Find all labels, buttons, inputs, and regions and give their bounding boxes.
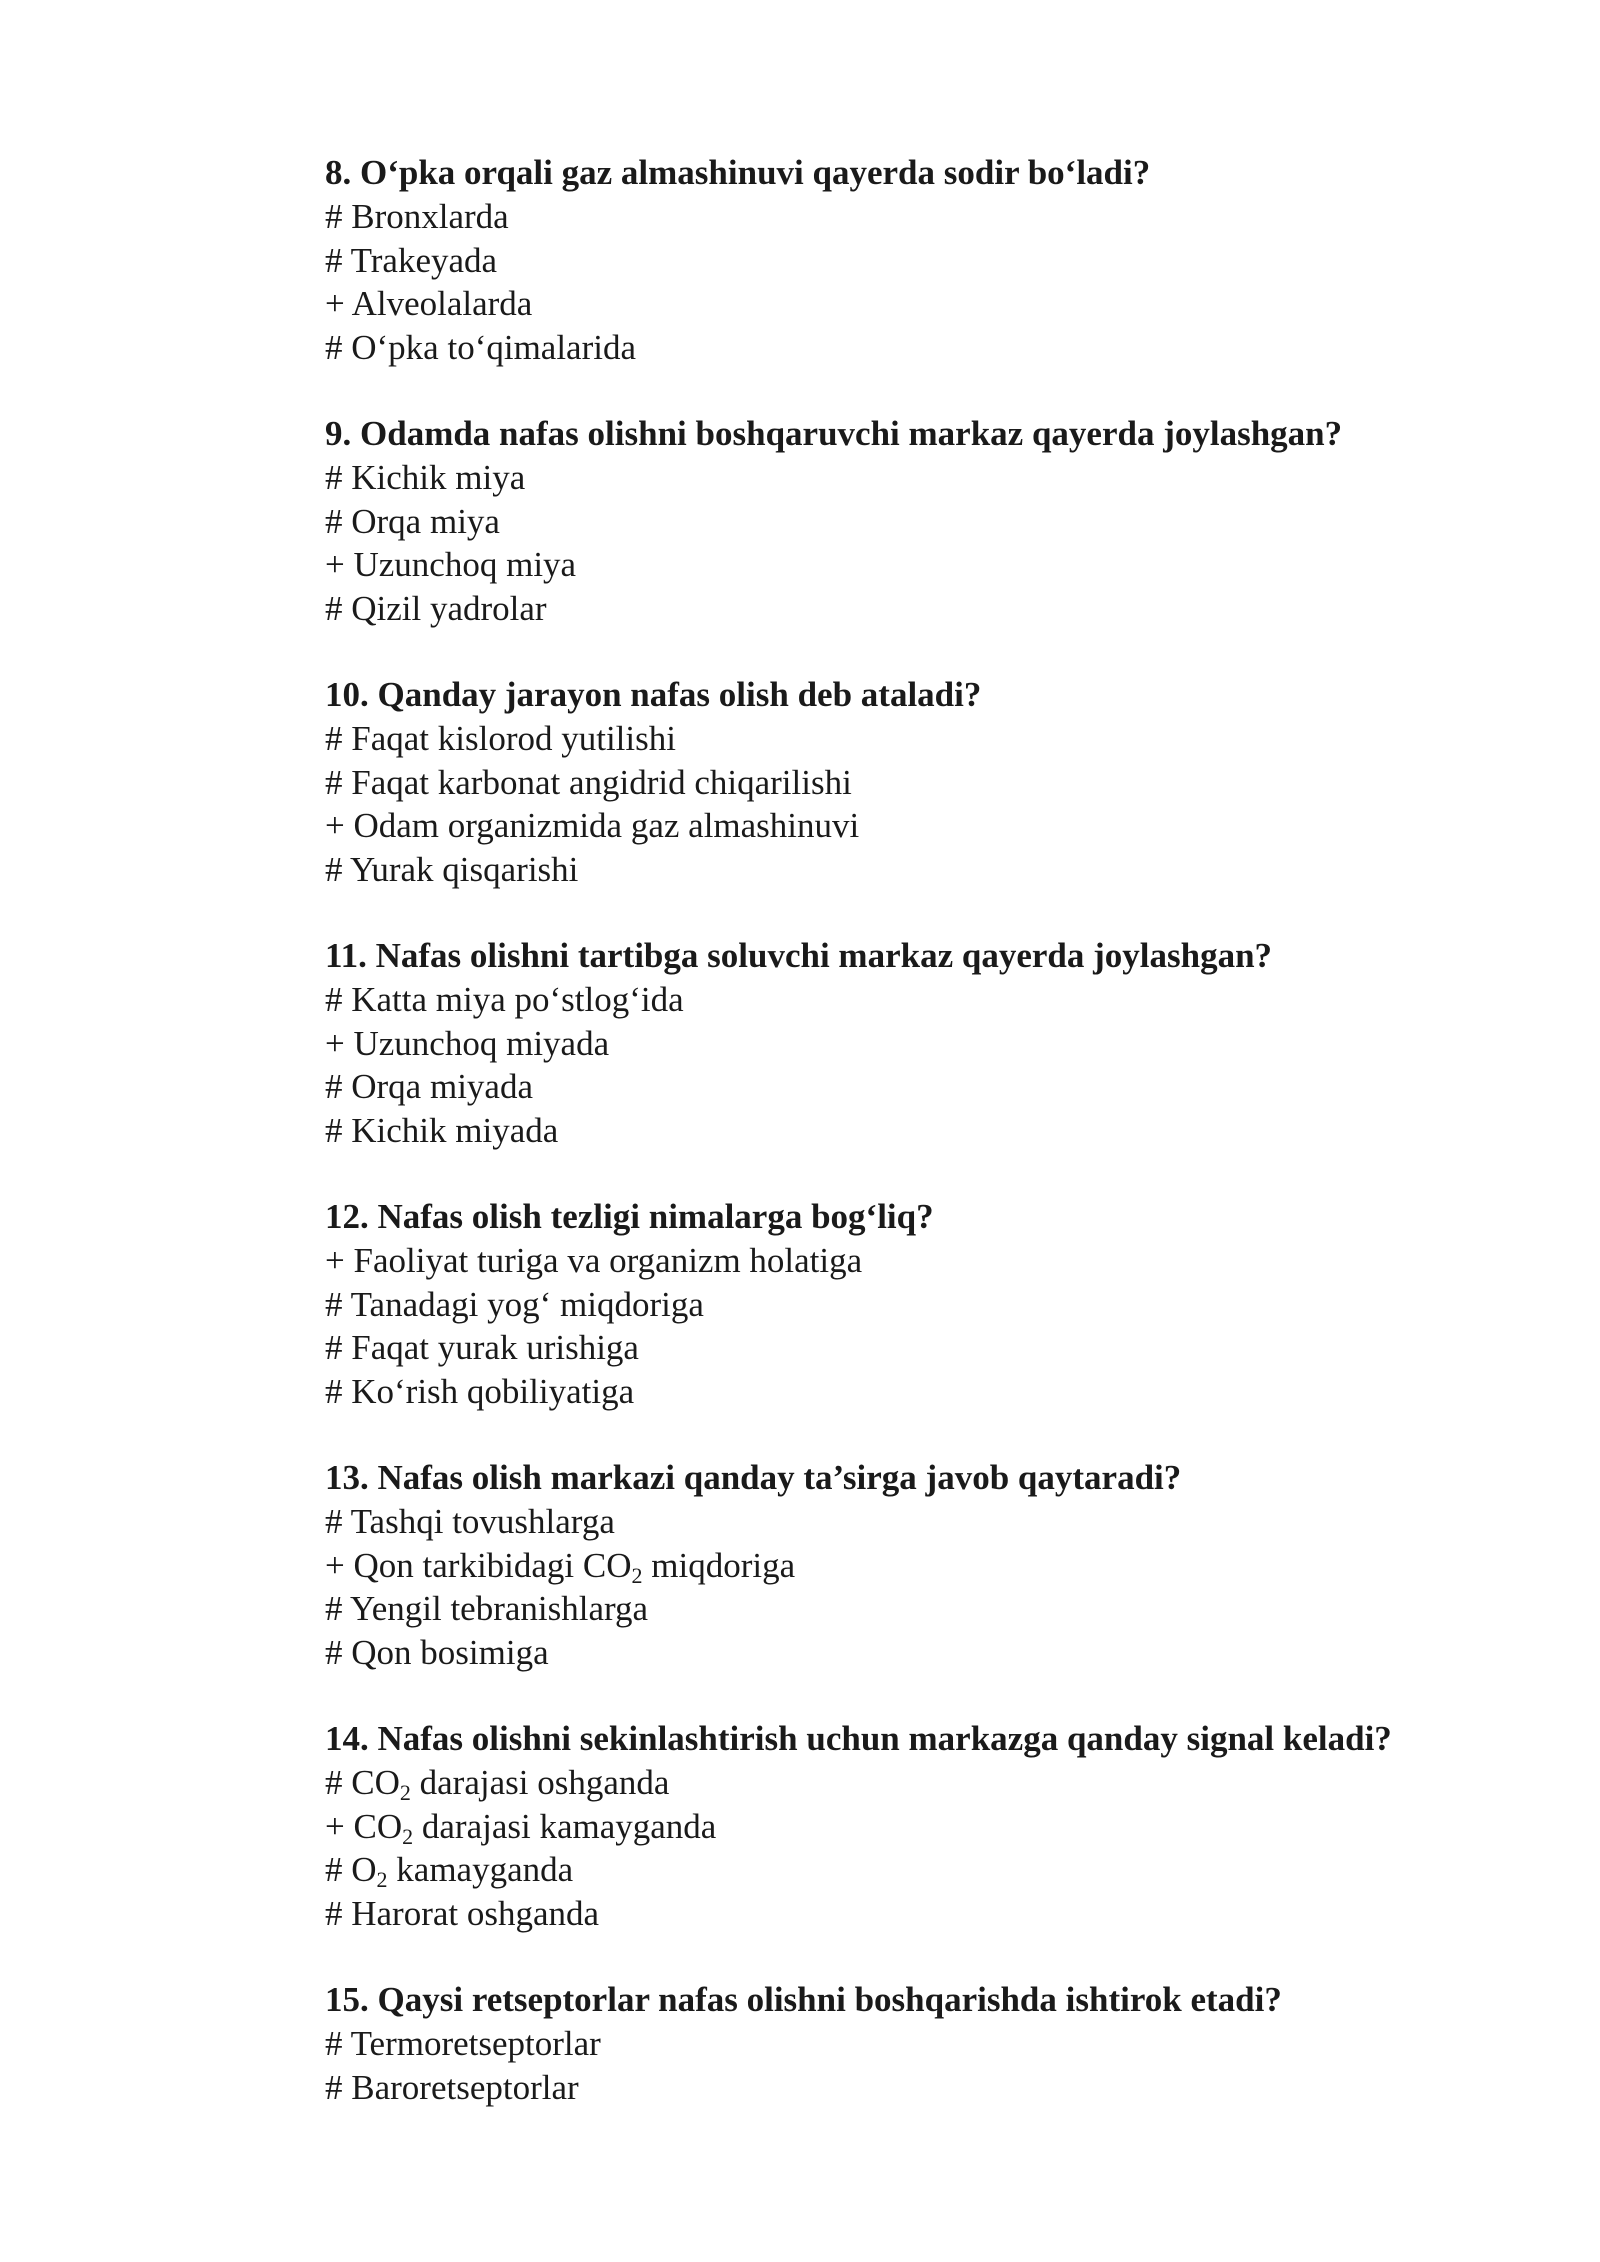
answer-option <box>325 1500 1525 1544</box>
answer-marker: + <box>325 1545 345 1585</box>
answer-option <box>325 2066 1525 2110</box>
answer-option-correct <box>325 1022 1525 1066</box>
answer-text: Orqa miya <box>351 501 500 541</box>
question-number: 14. <box>325 1719 369 1758</box>
answer-text: O‘pka to‘qimalarida <box>351 327 637 367</box>
question-number: 8. <box>325 153 352 192</box>
answer-marker: # <box>325 458 343 497</box>
answer-marker: # <box>325 1284 343 1324</box>
question-block <box>325 1195 1525 1413</box>
answer-marker: # <box>325 1502 343 1541</box>
answer-text: CO <box>351 1763 400 1802</box>
answer-text: Kichik miya <box>351 458 526 497</box>
question-number: 12. <box>325 1197 369 1236</box>
subscript-text: 2 <box>376 1867 388 1892</box>
answer-option <box>325 326 1525 370</box>
subscript-text: 2 <box>399 1780 411 1805</box>
answer-option <box>325 500 1525 544</box>
answer-text: CO <box>353 1806 403 1846</box>
question-block <box>325 673 1525 891</box>
answer-marker: + <box>325 1241 345 1280</box>
answer-option <box>325 1631 1525 1675</box>
answer-marker: # <box>325 1850 343 1889</box>
answer-option <box>325 1892 1525 1936</box>
answer-text: Katta miya po‘stlog‘ida <box>351 980 684 1019</box>
answer-text: Faoliyat turiga va organizm holatiga <box>353 1241 863 1280</box>
answer-marker: # <box>325 1589 343 1628</box>
answer-option-correct <box>325 1544 1525 1588</box>
subscript-text: 2 <box>631 1562 643 1588</box>
question-number: 11. <box>325 936 367 975</box>
answer-text: Kichik miyada <box>351 1110 559 1150</box>
answer-marker: # <box>325 1763 343 1802</box>
answer-text: Yengil tebranishlarga <box>349 1589 649 1628</box>
question-block <box>325 1717 1525 1935</box>
question-heading <box>325 1717 1525 1761</box>
answer-text: Faqat kislorod yutilishi <box>351 719 676 758</box>
question-heading <box>325 412 1525 456</box>
answer-marker: # <box>325 588 343 628</box>
answer-text: Uzunchoq miya <box>353 545 577 584</box>
answer-option-correct <box>325 1805 1525 1849</box>
answer-option <box>325 717 1525 761</box>
answer-marker: # <box>325 980 343 1019</box>
question-text: Nafas olish markazi qanday ta’sirga javob qaytaradi? <box>377 1458 1182 1497</box>
answer-marker: + <box>325 806 345 845</box>
answer-marker: # <box>325 2024 343 2063</box>
question-block <box>325 934 1525 1152</box>
question-number: 10. <box>325 675 369 714</box>
answer-marker: # <box>325 719 343 758</box>
answer-option <box>325 1848 1525 1892</box>
answer-marker: # <box>325 1632 343 1672</box>
answer-text: Qon tarkibidagi CO <box>353 1545 632 1585</box>
answer-marker: + <box>325 1806 345 1846</box>
answer-option <box>325 1109 1525 1153</box>
question-heading <box>325 1978 1525 2022</box>
answer-text: miqdoriga <box>642 1545 796 1585</box>
question-text: Nafas olish tezligi nimalarga bog‘liq? <box>377 1197 934 1236</box>
question-number: 13. <box>325 1458 369 1497</box>
answer-option <box>325 587 1525 631</box>
question-block <box>325 151 1525 369</box>
question-text: Nafas olishni sekinlashtirish uchun markazga qanday signal keladi? <box>377 1719 1392 1758</box>
question-block <box>325 412 1525 630</box>
answer-option <box>325 1326 1525 1370</box>
answer-text: Uzunchoq miyada <box>353 1023 610 1063</box>
answer-text: Bronxlarda <box>351 197 509 236</box>
question-heading <box>325 934 1525 978</box>
answer-marker: # <box>325 327 343 367</box>
question-heading <box>325 151 1525 195</box>
question-text: Qaysi retseptorlar nafas olishni boshqarishda ishtirok etadi? <box>377 1980 1282 2019</box>
answer-option <box>325 1370 1525 1414</box>
subscript-text: 2 <box>402 1823 414 1849</box>
answer-text: darajasi kamayganda <box>413 1806 717 1846</box>
answer-text: Tanadagi yog‘ miqdoriga <box>350 1284 704 1324</box>
answer-text: darajasi oshganda <box>410 1763 670 1802</box>
question-text: Nafas olishni tartibga soluvchi markaz qayerda joylashgan? <box>375 936 1273 975</box>
answer-option <box>325 239 1525 283</box>
answer-marker: # <box>325 1893 343 1933</box>
answer-text: kamayganda <box>387 1850 574 1889</box>
answer-text: Odam organizmida gaz almashinuvi <box>353 806 860 845</box>
document-page <box>325 151 1525 2152</box>
answer-text: Faqat yurak urishiga <box>351 1328 639 1367</box>
answer-marker: # <box>325 1371 343 1411</box>
answer-option-correct <box>325 804 1525 848</box>
answer-marker: # <box>325 197 343 236</box>
question-heading <box>325 1456 1525 1500</box>
answer-text: Trakeyada <box>350 240 498 280</box>
question-number: 15. <box>325 1980 369 2019</box>
answer-option <box>325 2022 1525 2066</box>
answer-text: Qon bosimiga <box>351 1632 549 1672</box>
answer-text: Ko‘rish qobiliyatiga <box>351 1371 635 1411</box>
answer-marker: # <box>325 1110 343 1150</box>
question-block <box>325 1456 1525 1674</box>
answer-text: Harorat oshganda <box>351 1893 600 1933</box>
answer-marker: + <box>325 1023 345 1063</box>
answer-text: O <box>351 1850 377 1889</box>
answer-text: Yurak qisqarishi <box>349 849 579 889</box>
answer-option <box>325 978 1525 1022</box>
answer-marker: # <box>325 1067 343 1106</box>
answer-marker: # <box>325 501 343 541</box>
answer-marker: + <box>325 545 345 584</box>
answer-option-correct <box>325 543 1525 587</box>
answer-marker: # <box>325 1328 343 1367</box>
answer-text: Termoretseptorlar <box>350 2024 601 2063</box>
question-block <box>325 1978 1525 2109</box>
answer-marker: # <box>325 240 343 280</box>
answer-option <box>325 1587 1525 1631</box>
answer-text: Orqa miyada <box>351 1067 533 1106</box>
question-heading <box>325 673 1525 717</box>
answer-marker: + <box>325 284 345 323</box>
answer-text: Baroretseptorlar <box>351 2067 579 2107</box>
answer-option <box>325 456 1525 500</box>
question-number: 9. <box>325 414 352 453</box>
answer-marker: # <box>325 2067 343 2107</box>
question-text: Odamda nafas olishni boshqaruvchi markaz qayerda joylashgan? <box>360 414 1343 453</box>
answer-marker: # <box>325 849 343 889</box>
answer-text: Tashqi tovushlarga <box>350 1502 615 1541</box>
answer-option-correct <box>325 1239 1525 1283</box>
question-heading <box>325 1195 1525 1239</box>
answer-text: Faqat karbonat angidrid chiqarilishi <box>351 762 852 802</box>
answer-marker: # <box>325 762 343 802</box>
question-text: O‘pka orqali gaz almashinuvi qayerda sodir bo‘ladi? <box>360 153 1151 192</box>
answer-text: Qizil yadrolar <box>351 588 547 628</box>
answer-option <box>325 1761 1525 1805</box>
answer-option <box>325 761 1525 805</box>
answer-text: Alveolalarda <box>351 284 533 323</box>
answer-option <box>325 848 1525 892</box>
answer-option <box>325 1283 1525 1327</box>
answer-option <box>325 1065 1525 1109</box>
answer-option-correct <box>325 282 1525 326</box>
question-text: Qanday jarayon nafas olish deb ataladi? <box>377 675 982 714</box>
answer-option <box>325 195 1525 239</box>
